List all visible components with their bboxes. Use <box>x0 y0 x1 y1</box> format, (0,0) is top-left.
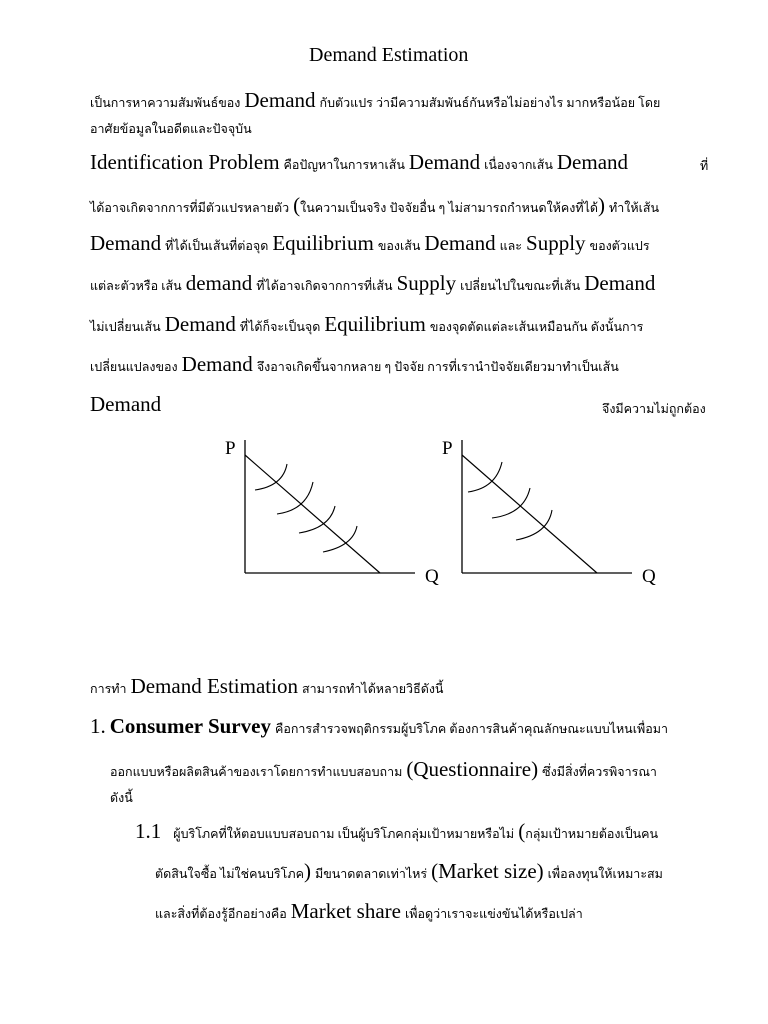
paren-open: ( <box>518 819 526 843</box>
axis-label-p: P <box>225 438 236 459</box>
item-1-line-3: ดังนี้ <box>110 791 133 805</box>
body-text: ของตัวแปร <box>589 239 650 253</box>
intro-text: เป็นการหาความสัมพันธ์ของ <box>90 96 241 110</box>
body-text: ทำให้เส้น <box>609 201 660 215</box>
item-1-line-2 <box>110 757 657 782</box>
body-text: ในความเป็นจริง ปัจจัยอื่น ๆ ไม่สามารถกำหนดให้คงที่ได้ <box>300 201 599 215</box>
ident-line-6 <box>90 352 619 377</box>
body-text: คือปัญหาในการหาเส้น <box>283 158 405 172</box>
body-text: เพื่อดูว่าเราจะแข่งขันได้หรือเปล่า <box>404 907 583 921</box>
paren-close: ) <box>303 859 311 883</box>
body-text: ตัดสินใจซื้อ ไม่ใช่คนบริโภค <box>155 867 304 881</box>
term-supply: Supply <box>396 271 457 295</box>
body-text: แต่ละตัวหรือ เส้น <box>90 279 182 293</box>
body-text: ไม่เปลี่ยนเส้น <box>90 320 161 334</box>
term-equilibrium: Equilibrium <box>324 312 426 336</box>
body-text: และ <box>499 239 523 253</box>
body-text: ที่ได้ก็จะเป็นจุด <box>239 320 321 334</box>
ident-line-3 <box>90 231 650 256</box>
body-text: สามารถทำได้หลายวิธีดังนี้ <box>301 682 444 696</box>
axis-label-q: Q <box>425 566 439 587</box>
figure-demand-right <box>432 430 668 595</box>
demand-line <box>462 455 597 573</box>
item-number: 1. <box>90 714 106 738</box>
term-market-share: Market share <box>290 899 401 923</box>
body-text: เปลี่ยนแปลงของ <box>90 360 178 374</box>
paren-close: ) <box>598 193 606 217</box>
term-equilibrium: Equilibrium <box>272 231 374 255</box>
term-demand: Demand <box>90 392 162 416</box>
item-1-1-line-3 <box>155 899 583 924</box>
item-number: 1.1 <box>135 819 162 843</box>
body-text: ซึ่งมีสิ่งที่ควรพิจารณา <box>542 765 657 779</box>
term-demand: Demand <box>244 88 316 112</box>
supply-curve <box>492 488 530 518</box>
term-demand: Demand <box>556 150 629 174</box>
body-text: คือการสำรวจพฤติกรรมผู้บริโภค ต้องการสินค้าคุณลักษณะแบบไหนเพื่อมา <box>274 722 669 736</box>
ident-line-5 <box>90 312 643 337</box>
methods-line <box>90 674 443 699</box>
body-text: จึงอาจเกิดขึ้นจากหลาย ๆ ปัจจัย การที่เรานำปัจจัยเดียวมาทำเป็นเส้น <box>256 360 619 374</box>
paren-open: ( <box>293 193 301 217</box>
term-demand: Demand <box>164 312 236 336</box>
term-questionnaire: (Questionnaire) <box>406 757 539 781</box>
body-text: ของเส้น <box>377 239 421 253</box>
body-text: ออกแบบหรือผลิตสินค้าของเราโดยการทำแบบสอบถาม <box>110 765 403 779</box>
supply-curve <box>468 462 502 492</box>
intro-text: กับตัวแปร ว่ามีความสัมพันธ์กันหรือไม่อย่างไร มากหรือน้อย โดย <box>319 96 661 110</box>
term-demand: Demand <box>584 271 656 295</box>
intro-line-1 <box>90 88 660 113</box>
supply-curve <box>516 510 552 540</box>
term-demand: demand <box>185 271 253 295</box>
page-title: Demand Estimation <box>309 44 469 66</box>
item-1-line-1 <box>90 714 668 739</box>
figure-demand-left <box>215 430 445 595</box>
body-text: การทำ <box>90 682 127 696</box>
term-supply: Supply <box>526 231 586 255</box>
ident-line-2 <box>90 193 659 218</box>
ident-line-1 <box>90 150 628 175</box>
body-text: ผู้บริโภคที่ให้ตอบแบบสอบถาม เป็นผู้บริโภคกลุ่มเป้าหมายหรือไม่ <box>173 827 515 841</box>
ident-line-4 <box>90 271 655 296</box>
term-demand: Demand <box>424 231 496 255</box>
body-text: มีขนาดตลาดเท่าไหร่ <box>314 867 428 881</box>
body-text: เปลี่ยนไปในขณะที่เส้น <box>460 279 581 293</box>
body-text: ได้อาจเกิดจากการที่มีตัวแปรหลายตัว <box>90 201 290 215</box>
axis-label-q: Q <box>642 566 656 587</box>
body-text: จึงมีความไม่ถูกต้อง <box>602 402 706 416</box>
term-demand-estimation: Demand Estimation <box>130 674 298 698</box>
body-text: ที่ได้เป็นเส้นที่ต่อจุด <box>165 239 269 253</box>
item-1-1-line-1 <box>135 819 658 844</box>
body-text: เนื่องจากเส้น <box>484 158 553 172</box>
body-text: และสิ่งที่ต้องรู้อีกอย่างคือ <box>155 907 287 921</box>
axis-label-p: P <box>442 438 453 459</box>
body-text: กลุ่มเป้าหมายต้องเป็นคน <box>525 827 659 841</box>
term-demand: Demand <box>408 150 481 174</box>
intro-line-2: อาศัยข้อมูลในอดีตและปัจจุบัน <box>90 122 252 136</box>
body-text: ของจุดตัดแต่ละเส้นเหมือนกัน ดังนั้นการ <box>429 320 644 334</box>
item-1-1-line-2 <box>155 859 663 884</box>
term-demand: Demand <box>90 231 162 255</box>
body-text: ที่ <box>700 159 709 173</box>
body-text: ที่ได้อาจเกิดจากการที่เส้น <box>256 279 393 293</box>
term-demand: Demand <box>181 352 253 376</box>
term-consumer-survey: Consumer Survey <box>109 714 271 738</box>
term-identification-problem: Identification Problem <box>90 150 280 174</box>
term-market-size: (Market size) <box>431 859 544 883</box>
body-text: เพื่อลงทุนให้เหมาะสม <box>547 867 663 881</box>
demand-line <box>245 455 380 573</box>
